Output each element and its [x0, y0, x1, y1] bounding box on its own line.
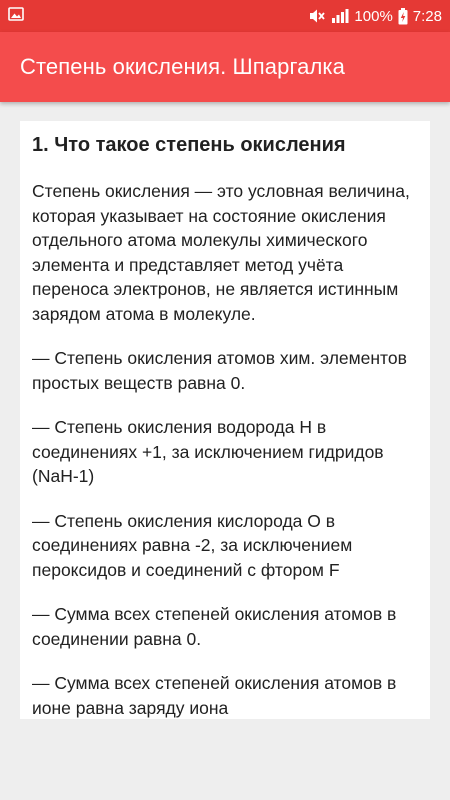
battery-charging-icon [398, 8, 408, 25]
clock: 7:28 [412, 7, 442, 25]
paragraph-ion-sum: — Сумма всех степеней окисления атомов в ионе равна заряду иона [32, 673, 397, 718]
status-right [308, 8, 442, 25]
paragraph-hydrogen: — Степень окисления водорода H в соединениях +1, за исключением гидридов (NaH-1) [32, 417, 384, 486]
paragraph-definition: Степень окисления — это условная величина, которая указывает на состояние окисления отдельного атома молекулы химического элемента и представляет метод учёта переноса электронов, не является истинным зарядом атома в молекуле. [32, 181, 410, 324]
section-title: 1. Что такое степень окисления [32, 134, 346, 156]
status-left [8, 7, 24, 25]
content-area[interactable] [0, 102, 450, 800]
signal-icon [331, 8, 349, 24]
status-bar [0, 0, 450, 32]
toolbar-title: Степень окисления. Шпаргалка [20, 54, 345, 79]
mute-icon [308, 8, 326, 24]
paragraph-compound-sum: — Сумма всех степеней окисления атомов в соединении равна 0. [32, 604, 397, 649]
battery-percent: 100% [354, 7, 393, 25]
gallery-notification-icon [8, 7, 24, 25]
paragraph-simple-substances: — Степень окисления атомов хим. элементов простых веществ равна 0. [32, 348, 407, 393]
article-card[interactable] [20, 121, 430, 719]
app-toolbar [0, 32, 450, 102]
paragraph-oxygen: — Степень окисления кислорода O в соединениях равна -2, за исключением пероксидов и соединений с фтором F [32, 510, 353, 580]
